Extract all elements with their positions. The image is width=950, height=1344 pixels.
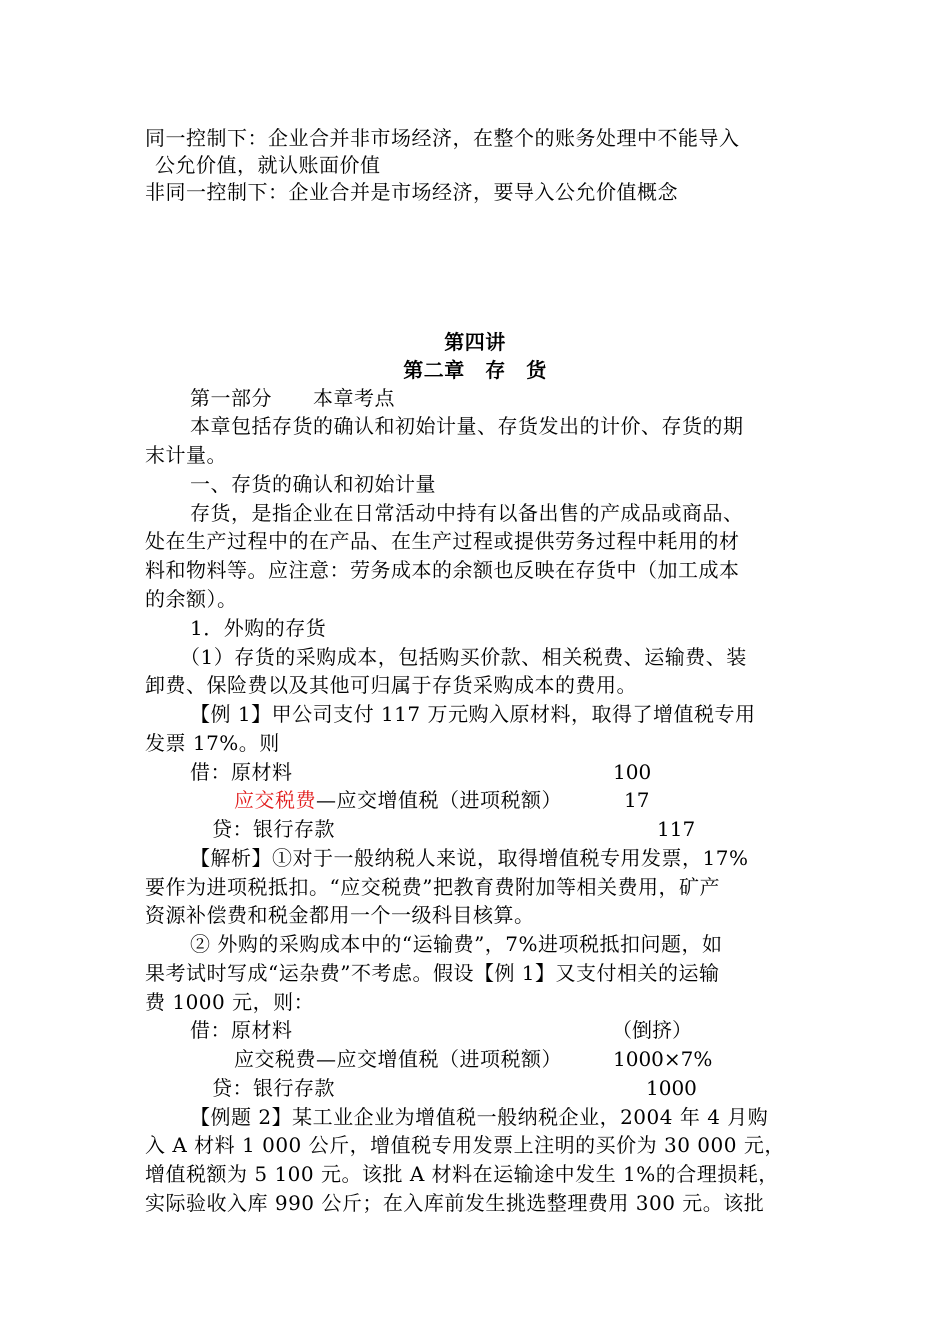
scope-line-2: 末计量。	[145, 443, 227, 467]
entry1-credit-amount: 117	[657, 817, 696, 841]
definition-line-3: 料和物料等。应注意：劳务成本的余额也反映在存货中（加工成本	[145, 558, 740, 582]
lecture-title: 第四讲	[444, 330, 506, 354]
point2-line-1: ② 外购的采购成本中的“运输费”，7%进项税抵扣问题，如	[190, 932, 723, 956]
entry1-tax-amount: 17	[624, 788, 650, 812]
entry2-tax-label: 应交税费—应交增值税（进项税额）	[234, 1047, 562, 1071]
definition-line-1: 存货，是指企业在日常活动中持有以备出售的产成品或商品、	[190, 501, 744, 525]
definition-line-2: 处在生产过程中的在产品、在生产过程或提供劳务过程中耗用的材	[145, 529, 740, 553]
entry2-tax-amount: 1000×7%	[613, 1047, 713, 1071]
example2-line-3: 增值税额为 5 100 元。该批 A 材料在运输途中发生 1%的合理损耗，	[145, 1162, 779, 1186]
example1-line-2: 发票 17%。则	[145, 731, 280, 755]
entry2-credit-label: 贷：银行存款	[212, 1076, 335, 1100]
entry1-tax-line	[234, 786, 562, 814]
example2-line-2: 入 A 材料 1 000 公斤，增值税专用发票上注明的买价为 30 000 元，	[145, 1133, 785, 1157]
analysis-line-2: 要作为进项税抵扣。“应交税费”把教育费附加等相关费用，矿产	[145, 875, 720, 899]
example2-line-4: 实际验收入库 990 公斤；在入库前发生挑选整理费用 300 元。该批	[145, 1191, 765, 1215]
intro-line-2: 公允价值，就认账面价值	[155, 153, 381, 177]
purchase-cost-line-2: 卸费、保险费以及其他可归属于存货采购成本的费用。	[145, 673, 637, 697]
item1-heading: 1．外购的存货	[190, 616, 327, 640]
chapter-title: 第二章 存 货	[403, 358, 547, 382]
definition-line-4: 的余额）。	[145, 587, 238, 611]
entry2-debit-label: 借：原材料	[190, 1018, 293, 1042]
analysis-line-1: 【解析】①对于一般纳税人来说，取得增值税专用发票，17%	[190, 846, 749, 870]
example1-line-1: 【例 1】甲公司支付 117 万元购入原材料，取得了增值税专用	[190, 702, 756, 726]
purchase-cost-line-1: （1）存货的采购成本，包括购买价款、相关税费、运输费、装	[180, 645, 747, 669]
entry1-debit-label: 借：原材料	[190, 760, 293, 784]
part-heading: 第一部分 本章考点	[190, 386, 395, 410]
entry1-tax-account-highlight: 应交税费	[234, 788, 316, 812]
section1-heading: 一、存货的确认和初始计量	[190, 472, 436, 496]
point2-line-3: 费 1000 元，则：	[145, 990, 315, 1014]
intro-line-3: 非同一控制下：企业合并是市场经济，要导入公允价值概念	[145, 180, 678, 204]
intro-line-1: 同一控制下：企业合并非市场经济，在整个的账务处理中不能导入	[145, 126, 740, 150]
scope-line-1: 本章包括存货的确认和初始计量、存货发出的计价、存货的期	[190, 414, 744, 438]
entry2-credit-amount: 1000	[646, 1076, 697, 1100]
example2-line-1: 【例题 2】某工业企业为增值税一般纳税企业，2004 年 4 月购	[190, 1105, 769, 1129]
analysis-line-3: 资源补偿费和税金都用一个一级科目核算。	[145, 903, 535, 927]
entry1-tax-subaccount: —应交增值税（进项税额）	[316, 788, 562, 812]
entry2-debit-amount: （倒挤）	[612, 1018, 692, 1042]
point2-line-2: 果考试时写成“运杂费”不考虑。假设【例 1】又支付相关的运输	[145, 961, 720, 985]
entry1-credit-label: 贷：银行存款	[212, 817, 335, 841]
entry1-debit-amount: 100	[613, 760, 652, 784]
